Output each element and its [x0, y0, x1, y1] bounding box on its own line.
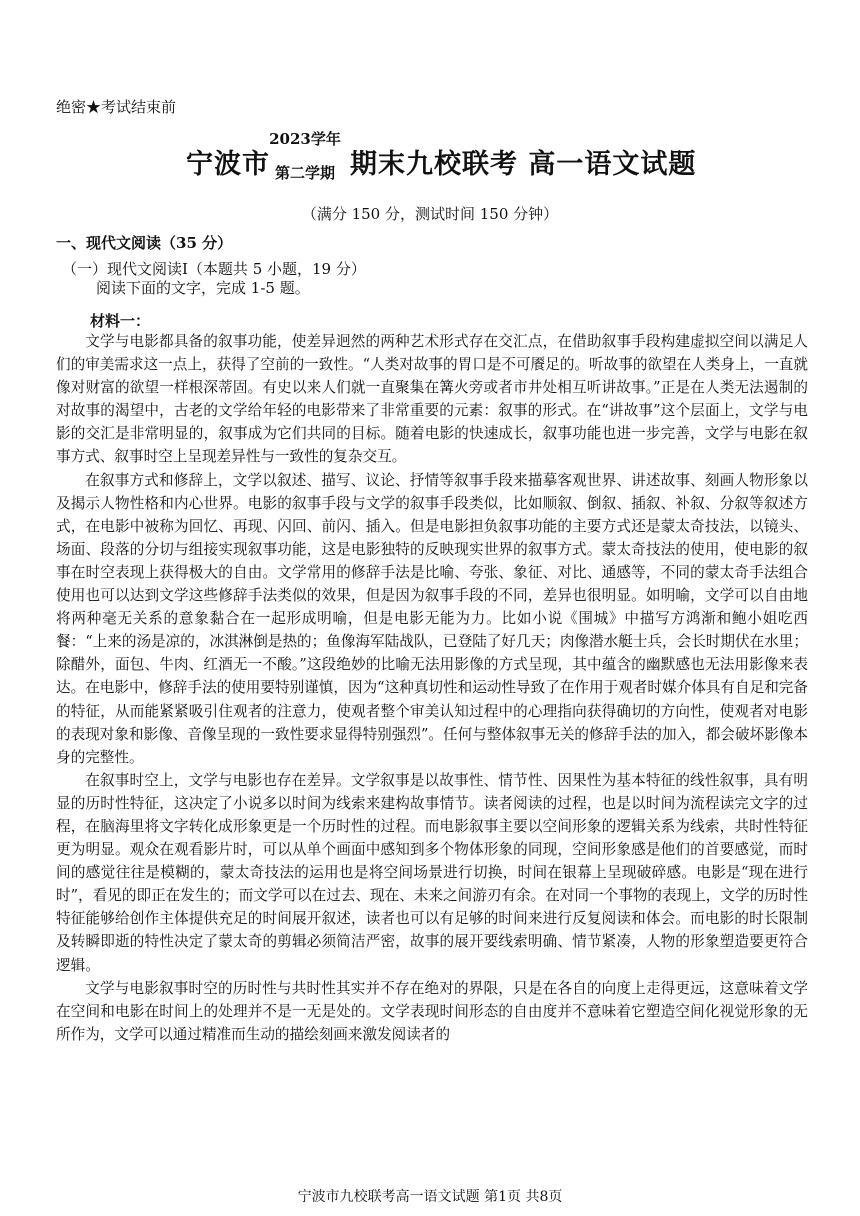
title-term: 第二学期: [274, 164, 335, 182]
subsection-heading: （一）现代文阅读Ⅰ（本题共 5 小题，19 分）: [62, 260, 366, 278]
instruction-text: 阅读下面的文字，完成 1-5 题。: [96, 279, 310, 297]
paragraph-4: 文学与电影叙事时空的历时性与共时性其实并不存在绝对的界限，只是在各自的向度上走得更远，这意味着文学在空间和电影在时间上的处理并不是一无是处的。文学表现时间形态的自由度并不意味着它塑造空间化视觉形象的无所作为，文学可以通过精准而生动的描绘刻画来激发阅读者的: [56, 979, 808, 1043]
passage-body: [56, 330, 808, 1046]
paragraph-2: 在叙事方式和修辞上，文学以叙述、描写、议论、抒情等叙事手段来描摹客观世界、讲述故事、刻画人物形象以及揭示人物性格和内心世界。电影的叙事手段与文学的叙事手段类似，比如顺叙、倒叙、插叙、补叙、分叙等叙述方式，在电影中被称为回忆、再现、闪回、前闪、插入。但是电影担负叙事功能的主要方式还是蒙太奇技法，以镜头、场面、段落的分切与组接实现叙事功能，这是电影独特的反映现实世界的叙事方式。蒙太奇技法的使用，使电影的叙事在时空表现上获得极大的自由。文学常用的修辞手法是比喻、夸张、象征、对比、通感等，不同的蒙太奇手法组合使用也可以达到文学这些修辞手法类似的效果，但是因为叙事手段的不同，差异也很明显。如明喻，文学可以自由地将两种毫无关系的意象黏合在一起形成明喻，但是电影无能为力。比如小说《围城》中描写方鸿渐和鲍小姐吃西餐：“上来的汤是凉的，冰淇淋倒是热的；鱼像海军陆战队，已登陆了好几天；肉像潜水艇士兵，会长时期伏在水里；除醋外，面包、牛肉、红酒无一不酸。”这段绝妙的比喻无法用影像的方式呈现，其中蕴含的幽默感也无法用影像来表达。在电影中，修辞手法的使用要特别谨慎，因为“这种真切性和运动性导致了在作用于观者时媒介体具有自足和完备的特征，从而能紧紧吸引住观者的注意力，使观者整个审美认知过程中的心理指向获得确切的方向性，使观者对电影的表现对象和影像、音像呈现的一致性要求显得特别强烈”。任何与整体叙事无关的修辞手法的加入，都会破坏影像本身的完整性。: [56, 471, 808, 766]
material-label: 材料一：: [90, 312, 151, 330]
paragraph-1: 文学与电影都具备的叙事功能，使差异迥然的两种艺术形式存在交汇点，在借助叙事手段构建虚拟空间以满足人们的审美需求这一点上，获得了空前的一致性。“人类对故事的胃口是不可餍足的。听故事的欲望在人类身上，一直就像对财富的欲望一样根深蒂固。有史以来人们就一直聚集在篝火旁或者市井处相互听讲故事。”正是在人类无法遏制的对故事的渴望中，古老的文学给年轻的电影带来了非常重要的元素：叙事的形式。在“讲故事”这个层面上，文学与电影的交汇是非常明显的，叙事成为它们共同的目标。随着电影的快速成长，叙事功能也进一步完善，文学与电影在叙事方式、叙事时空上呈现差异性与一致性的复杂交互。: [56, 333, 808, 466]
title-city: 宁波市: [186, 149, 270, 180]
title-exam-name: 期末九校联考 高一语文试题: [350, 149, 697, 180]
title-term-stack: [262, 130, 348, 182]
page-title: [0, 130, 860, 188]
section-heading: 一、现代文阅读（35 分）: [56, 234, 233, 252]
confidential-label: 绝密★考试结束前: [56, 98, 177, 116]
paragraph-3: 在叙事时空上，文学与电影也存在差异。文学叙事是以故事性、情节性、因果性为基本特征的线性叙事，具有明显的历时性特征，这决定了小说多以时间为线索来建构故事情节。读者阅读的过程，也是以时间为流程读完文字的过程，在脑海里将文字转化成形象更是一个历时性的过程。而电影叙事主要以空间形象的逻辑关系为线索，共时性特征更为明显。观众在观看影片时，可以从单个画面中感知到多个物体形象的同现，空间形象感是他们的首要感觉，而时间的感觉往往是模糊的，蒙太奇技法的运用也是将空间场景进行切换，时间在银幕上呈现破碎感。电影是“现在进行时”，看见的即正在发生的；而文学可以在过去、现在、未来之间游刃有余。在对同一个事物的表现上，文学的历时性特征能够给创作主体提供充足的时间展开叙述，读者也可以有足够的时间来进行反复阅读和体会。而电影的时长限制及转瞬即逝的特性决定了蒙太奇的剪辑必须简洁严密，故事的展开要线索明确、情节紧凑，人物的形象塑造要更符合逻辑。: [56, 771, 808, 974]
title-year: 2023学年: [269, 130, 341, 148]
exam-info: （满分 150 分，测试时间 150 分钟）: [301, 205, 559, 223]
page-footer: 宁波市九校联考高一语文试题 第1页 共8页: [297, 1189, 563, 1205]
